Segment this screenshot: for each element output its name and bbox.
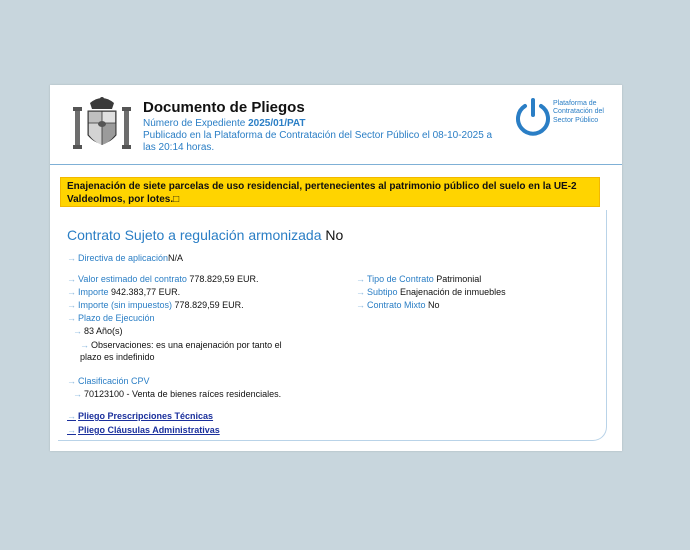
arrow-icon: → xyxy=(73,326,82,336)
pliego-administrativas-label[interactable]: Pliego Cláusulas Administrativas xyxy=(78,425,220,435)
pliego-administrativas-link[interactable] xyxy=(67,425,220,435)
arrow-icon: → xyxy=(356,287,365,297)
contrato-label: Contrato Sujeto a regulación armonizada xyxy=(67,227,322,243)
field-importe-sin-impuestos xyxy=(67,300,244,310)
header-divider xyxy=(50,164,622,165)
field-directiva xyxy=(67,253,183,263)
arrow-icon: → xyxy=(67,313,76,323)
arrow-icon: → xyxy=(67,425,76,435)
pliego-tecnicas-link[interactable] xyxy=(67,411,213,421)
arrow-icon: → xyxy=(80,340,89,350)
mixto-label: Contrato Mixto xyxy=(367,300,426,310)
mixto-value: No xyxy=(428,300,440,310)
arrow-icon: → xyxy=(67,411,76,421)
plazo-duration xyxy=(73,326,123,336)
arrow-icon: → xyxy=(67,376,76,386)
directiva-label: Directiva de aplicación xyxy=(78,253,169,263)
published-line-1: Publicado en la Plataforma de Contratación del Sector Público el 08-10-2025 a xyxy=(143,130,493,141)
expediente-line xyxy=(143,118,306,129)
arrow-icon: → xyxy=(67,300,76,310)
field-subtipo xyxy=(356,287,506,297)
tipo-value: Patrimonial xyxy=(436,274,482,284)
platform-logo-text: Plataforma de Contratación del Sector Público xyxy=(553,100,604,124)
document-header xyxy=(50,85,622,165)
field-mixto xyxy=(356,300,440,310)
plazo-observaciones xyxy=(80,339,300,363)
published-line-2: las 20:14 horas. xyxy=(143,142,215,153)
field-plazo xyxy=(67,313,155,323)
importe-sin-label: Importe (sin impuestos) xyxy=(78,300,173,310)
plazo-duration-value: 83 Año(s) xyxy=(84,326,123,336)
valor-estimado-label: Valor estimado del contrato xyxy=(78,274,187,284)
expediente-label: Número de Expediente xyxy=(143,118,246,129)
importe-value: 942.383,77 EUR. xyxy=(111,287,181,297)
observaciones-text: Observaciones: es una enajenación por tanto el plazo es indefinido xyxy=(80,340,282,362)
field-valor-estimado xyxy=(67,274,258,284)
tipo-label: Tipo de Contrato xyxy=(367,274,434,284)
field-tipo xyxy=(356,274,481,284)
directiva-value: N/A xyxy=(168,253,184,263)
details-panel xyxy=(58,210,607,441)
contract-title-banner: Enajenación de siete parcelas de uso residencial, pertenecientes al patrimonio público del suelo en la UE-2 Valdeolmos, por lotes.□ xyxy=(60,177,600,207)
cpv-code xyxy=(73,389,281,399)
subtipo-label: Subtipo xyxy=(367,287,398,297)
arrow-icon: → xyxy=(67,274,76,284)
spain-coat-of-arms-icon xyxy=(72,95,132,155)
field-importe xyxy=(67,287,180,297)
arrow-icon: → xyxy=(67,253,76,263)
importe-sin-value: 778.829,59 EUR. xyxy=(174,300,244,310)
valor-estimado-value: 778.829,59 EUR. xyxy=(189,274,259,284)
page-title: Documento de Pliegos xyxy=(143,99,305,116)
platform-power-logo-icon xyxy=(513,97,553,137)
plazo-label: Plazo de Ejecución xyxy=(78,313,155,323)
arrow-icon: → xyxy=(73,389,82,399)
contrato-value: No xyxy=(325,227,344,243)
pliego-tecnicas-label[interactable]: Pliego Prescripciones Técnicas xyxy=(78,411,214,421)
field-cpv xyxy=(67,376,150,386)
contrato-armonizado xyxy=(67,227,343,243)
document-sheet xyxy=(50,85,622,451)
cpv-label: Clasificación CPV xyxy=(78,376,150,386)
expediente-value: 2025/01/PAT xyxy=(248,118,306,129)
arrow-icon: → xyxy=(356,274,365,284)
importe-label: Importe xyxy=(78,287,109,297)
arrow-icon: → xyxy=(67,287,76,297)
subtipo-value: Enajenación de inmuebles xyxy=(400,287,506,297)
cpv-value: 70123100 - Venta de bienes raíces residenciales. xyxy=(84,389,282,399)
arrow-icon: → xyxy=(356,300,365,310)
